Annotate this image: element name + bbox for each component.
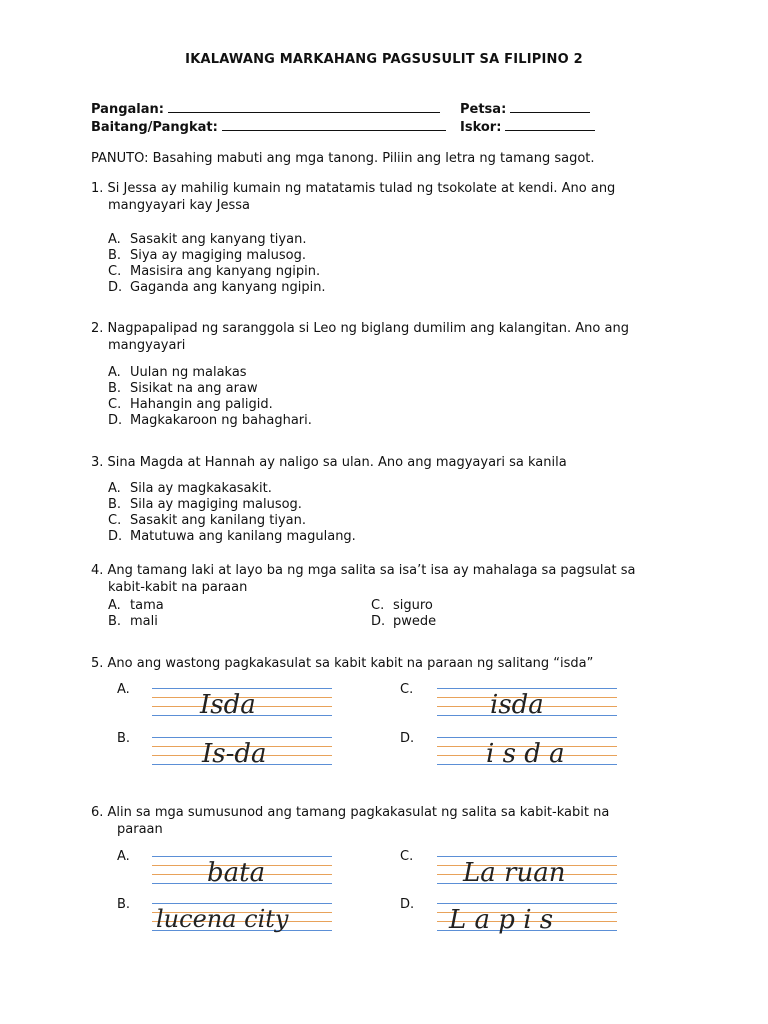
q1-text-line1: 1. Si Jessa ay mahilig kumain ng matatamis tulad ng tsokolate at kendi. Ano ang: [91, 181, 616, 196]
option-text: Hahangin ang paligid.: [130, 397, 273, 412]
name-label: Pangalan:: [91, 102, 164, 117]
option-letter: A.: [108, 232, 121, 247]
option-letter: C.: [108, 397, 122, 412]
option-letter: A.: [108, 365, 121, 380]
q2-option-b[interactable]: [108, 381, 258, 396]
option-letter: C.: [108, 264, 122, 279]
q4-option-b[interactable]: [108, 614, 158, 629]
grade-field[interactable]: [91, 118, 446, 135]
q5-option-d-letter: D.: [400, 731, 415, 746]
grade-label: Baitang/Pangkat:: [91, 120, 218, 135]
option-letter: B.: [108, 381, 122, 396]
option-text: Sila ay magkakasakit.: [130, 481, 272, 496]
option-text: mali: [130, 614, 158, 629]
q2-option-d[interactable]: [108, 413, 312, 428]
option-text: Sasakit ang kanyang tiyan.: [130, 232, 307, 247]
q5-option-c-cursive-word: isda: [490, 690, 544, 720]
option-text: siguro: [393, 598, 433, 613]
q1-option-d[interactable]: [108, 280, 326, 295]
option-letter: A.: [108, 598, 121, 613]
option-letter: D.: [108, 280, 123, 295]
q6-option-a-cursive-word: bata: [207, 858, 266, 888]
q3-option-d[interactable]: [108, 529, 356, 544]
option-text: Sasakit ang kanilang tiyan.: [130, 513, 306, 528]
option-text: Sila ay magiging malusog.: [130, 497, 302, 512]
q5-option-a-letter: A.: [117, 682, 130, 697]
option-text: pwede: [393, 614, 437, 629]
option-text: Masisira ang kanyang ngipin.: [130, 264, 321, 279]
score-blank[interactable]: [505, 118, 595, 131]
option-letter: A.: [108, 481, 121, 496]
q5-text-line1: 5. Ano ang wastong pagkakasulat sa kabit kabit na paraan ng salitang “isda”: [91, 656, 594, 671]
option-letter: D.: [108, 529, 123, 544]
q5-option-b-cursive-word: Is-da: [202, 739, 267, 769]
q1-text-line2: mangyayari kay Jessa: [108, 198, 250, 213]
q3-option-b[interactable]: [108, 497, 302, 512]
q6-option-d-cursive-word: L a p i s: [449, 905, 554, 935]
q3-option-a[interactable]: [108, 481, 272, 496]
score-label: Iskor:: [460, 120, 502, 135]
option-letter: B.: [108, 248, 122, 263]
option-text: Magkakaroon ng bahaghari.: [130, 413, 312, 428]
page-title: IKALAWANG MARKAHANG PAGSUSULIT SA FILIPINO 2: [185, 52, 583, 67]
date-field[interactable]: [460, 100, 590, 117]
option-letter: D.: [371, 614, 386, 629]
q4-option-c[interactable]: [371, 598, 433, 613]
option-text: tama: [130, 598, 164, 613]
q5-option-a-cursive-word: Isda: [200, 690, 256, 720]
q6-option-b-cursive-word: lucena city: [156, 905, 289, 933]
score-field[interactable]: [460, 118, 595, 135]
q2-text-line1: 2. Nagpapalipad ng saranggola si Leo ng biglang dumilim ang kalangitan. Ano ang: [91, 321, 629, 336]
option-text: Matutuwa ang kanilang magulang.: [130, 529, 356, 544]
option-letter: C.: [371, 598, 385, 613]
grade-blank[interactable]: [222, 118, 446, 131]
q5-option-c-letter: C.: [400, 682, 414, 697]
name-blank[interactable]: [168, 100, 440, 113]
q5-option-b-letter: B.: [117, 731, 131, 746]
q3-text-line1: 3. Sina Magda at Hannah ay naligo sa ulan. Ano ang magyayari sa kanila: [91, 455, 567, 470]
q2-text-line2: mangyayari: [108, 338, 186, 353]
q4-option-d[interactable]: [371, 614, 436, 629]
instructions: PANUTO: Basahing mabuti ang mga tanong. Piliin ang letra ng tamang sagot.: [91, 151, 595, 166]
option-text: Uulan ng malakas: [130, 365, 247, 380]
q6-option-a-letter: A.: [117, 849, 130, 864]
q2-option-c[interactable]: [108, 397, 273, 412]
q4-text-line2: kabit-kabit na paraan: [108, 580, 248, 595]
q2-option-a[interactable]: [108, 365, 247, 380]
option-text: Gaganda ang kanyang ngipin.: [130, 280, 326, 295]
q1-option-c[interactable]: [108, 264, 320, 279]
option-letter: C.: [108, 513, 122, 528]
option-letter: D.: [108, 413, 123, 428]
q3-option-c[interactable]: [108, 513, 306, 528]
q6-option-c-letter: C.: [400, 849, 414, 864]
option-text: Sisikat na ang araw: [130, 381, 258, 396]
option-text: Siya ay magiging malusog.: [130, 248, 307, 263]
q5-option-d-cursive-word: i s d a: [486, 739, 565, 769]
q6-option-d-letter: D.: [400, 897, 415, 912]
option-letter: B.: [108, 614, 122, 629]
q4-option-a[interactable]: [108, 598, 164, 613]
q1-option-a[interactable]: [108, 232, 306, 247]
q6-option-c-cursive-word: La ruan: [463, 858, 566, 888]
q6-text-line1: 6. Alin sa mga sumusunod ang tamang pagkakasulat ng salita sa kabit-kabit na: [91, 805, 610, 820]
option-letter: B.: [108, 497, 122, 512]
name-field[interactable]: [91, 100, 440, 117]
q4-text-line1: 4. Ang tamang laki at layo ba ng mga salita sa isa’t isa ay mahalaga sa pagsulat sa: [91, 563, 636, 578]
date-blank[interactable]: [510, 100, 590, 113]
q6-text-line2: paraan: [117, 822, 163, 837]
date-label: Petsa:: [460, 102, 507, 117]
q1-option-b[interactable]: [108, 248, 306, 263]
q6-option-b-letter: B.: [117, 897, 131, 912]
